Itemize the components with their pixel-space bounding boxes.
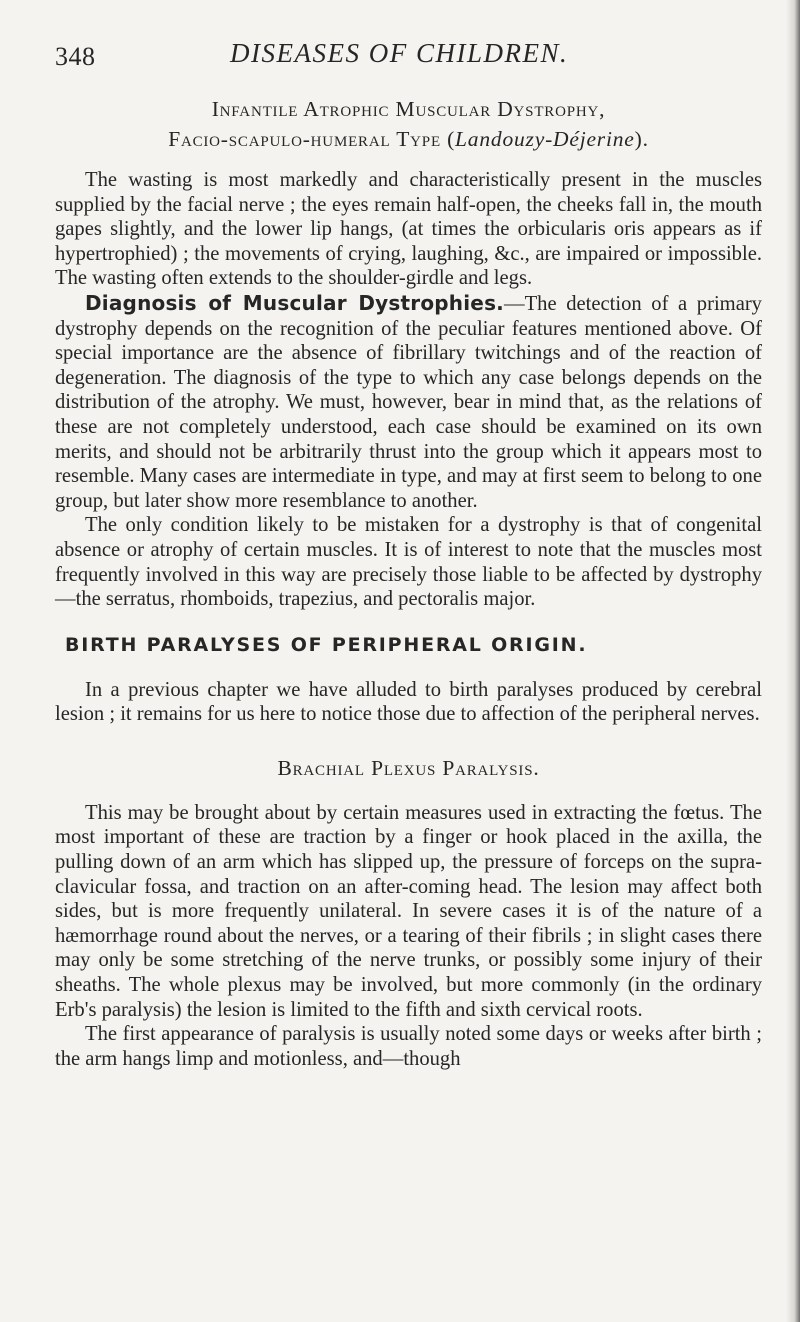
- section-title-line-2-suffix: ).: [634, 127, 649, 151]
- section-title-line-2: [55, 124, 762, 154]
- paragraph-brachial-onset: The first appearance of paralysis is usually noted some days or weeks after birth ; the arm hangs limp and motionless, and—though: [55, 1023, 762, 1070]
- diagnosis-text: —The detection of a primary dystrophy depends on the recognition of the peculiar features mentioned above. Of special importance are the absence of fibrillary twitchings and of the reaction of degeneration. The diagnosis of the type to which any case belongs depends on the distribution of the atrophy. We must, however, bear in mind that, as the relations of these are not completely understood, each case should be examined on its own merits, and should not be arbitrarily thrust into the group which it appears most to resemble. Many cases are intermediate in type, and may at first seem to belong to one group, but later show more resemblance to another.: [55, 292, 762, 512]
- birth-paralyses-heading: BIRTH PARALYSES OF PERIPHERAL ORIGIN.: [65, 633, 588, 656]
- paragraph-brachial-causes: This may be brought about by certain measures used in extracting the fœtus. The most important of these are traction by a finger or hook placed in the axilla, the pulling down of an arm which has slipped up, the pressure of forceps on the supra-clavicular fossa, and traction on an after-coming head. The lesion may affect both sides, but is more frequently unilateral. In severe cases it is of the nature of a hæmorrhage round about the nerves, or a tearing of their fibrils ; in slight cases there may only be some stretching of the nerve trunks, or possibly some injury of their sheaths. The whole plexus may be involved, but more commonly (in the ordinary Erb's paralysis) the lesion is limited to the fifth and sixth cervical roots.: [55, 801, 762, 1021]
- section-title-line-2-prefix: Facio-scapulo-humeral Type (: [168, 127, 456, 151]
- running-head: [55, 34, 762, 74]
- brachial-plexus-heading: Brachial Plexus Paralysis.: [277, 755, 540, 780]
- birth-paralyses-body: [55, 678, 762, 727]
- dystrophy-body: [55, 168, 762, 612]
- section-title-dystrophy: [55, 94, 762, 154]
- paragraph-birth-paralyses: In a previous chapter we have alluded to birth paralyses produced by cerebral lesion ; it remains for us here to notice those due to affection of the peripheral nerves.: [55, 678, 762, 726]
- page-edge-shadow: [786, 0, 800, 1322]
- diagnosis-heading: Diagnosis of Muscular Dystrophies.: [85, 290, 504, 315]
- page-number: 348: [55, 42, 96, 71]
- paragraph-congenital: The only condition likely to be mistaken for a dystrophy is that of congenital absence or atrophy of certain muscles. It is of interest to note that the muscles most frequently involved in this way are precisely those liable to be affected by dystrophy—the serratus, rhomboids, trapezius, and pectoralis major.: [55, 514, 762, 611]
- running-title: DISEASES OF CHILDREN.: [230, 38, 569, 68]
- brachial-plexus-body: [55, 801, 762, 1072]
- section-title-line-1: Infantile Atrophic Muscular Dystrophy,: [211, 97, 606, 121]
- paragraph-facial-wasting: The wasting is most markedly and characteristically present in the muscles supplied by the facial nerve ; the eyes remain half-open, the cheeks fall in, the mouth gapes slightly, and the lower lip hangs, (at times the orbicularis oris appears as if hypertrophied) ; the movements of crying, laughing, &c., are impaired or impossible. The wasting often extends to the shoulder-girdle and legs.: [55, 169, 762, 290]
- paragraph-diagnosis: [55, 291, 762, 513]
- section-title-eponym: Landouzy-Déjerine: [455, 127, 635, 151]
